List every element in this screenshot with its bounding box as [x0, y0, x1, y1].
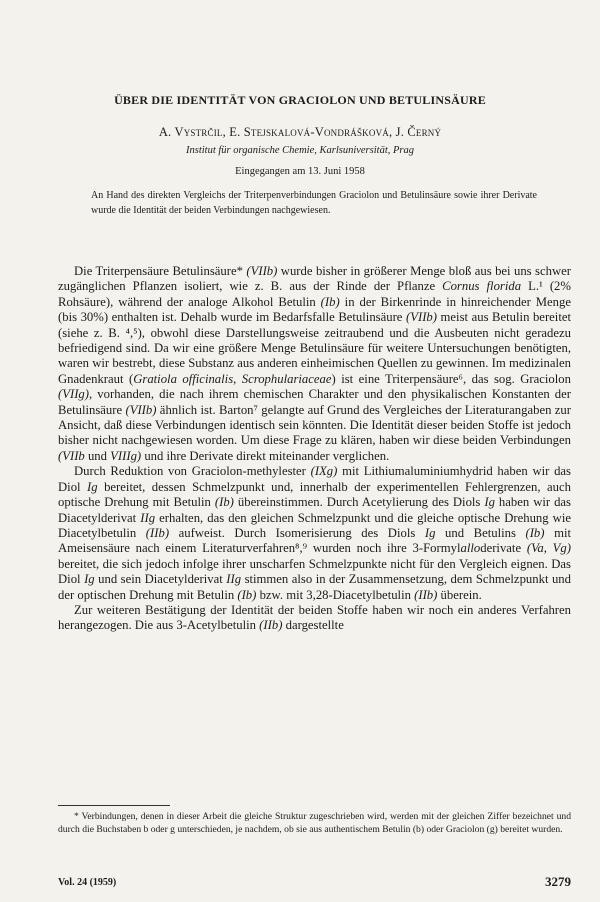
affiliation: Institut für organische Chemie, Karlsuniversität, Prag — [186, 145, 414, 156]
received-date: Eingegangen am 13. Juni 1958 — [235, 166, 365, 177]
volume-label: Vol. 24 (1959) — [58, 877, 117, 888]
footnote: * Verbindungen, denen in dieser Arbeit die gleiche Struktur zugeschrieben wird, werden mit der gleichen Ziffer bezeichnet und durch die Buchstaben b oder g unterschieden, je nachdem, ob sie aus authentischem Betulin (b) oder Graciolon (g) bereitet wurden. — [58, 811, 571, 835]
body-paragraph-2: Durch Reduktion von Graciolon-methylester (IXg) mit Lithiumaluminiumhydrid haben wir das Diol Ig bereitet, dessen Schmelzpunkt und, innerhalb der experimentellen Fehlergrenzen, auch optische Drehung mit Betulin (Ib) übereinstimmen. Durch Acetylierung des Diols Ig haben wir das Diacetylderivat IIg erhalten, das den gleichen Schmelzpunkt und die gleiche optische Drehung wie Diacetylbetulin (IIb) aufweist. Durch Isomerisierung des Diols Ig und Betulins (Ib) mit Ameisensäure nach einem Literaturverfahren⁸,⁹ wurden noch ihre 3-Formylalloderivate (Va, Vg) bereitet, die sich jedoch infolge ihrer unscharfen Schmelzpunkte nicht für den Vergleich eignen. Das Diol Ig und sein Diacetylderivat IIg stimmen also in der Zusammensetzung, dem Schmelzpunkt und der optischen Drehung mit Betulin (Ib) bzw. mit 3,28-Diacetylbetulin (IIb) überein. — [58, 464, 572, 602]
article-title: ÜBER DIE IDENTITÄT VON GRACIOLON UND BETULINSÄURE — [114, 93, 486, 107]
body-paragraph-3: Zur weiteren Bestätigung der Identität der beiden Stoffe haben wir noch ein anderes Verfahren herangezogen. Die aus 3-Acetylbetulin (IIb) dargestellte — [58, 602, 571, 633]
body-paragraph-1: Die Triterpensäure Betulinsäure* (VIIb) wurde bisher in größerer Menge bloß aus bei uns schwer zugänglichen Pflanzen isoliert, wie z. B. aus der Rinde der Pflanze Cornus florida L.¹ (2% Rohsäure), während der analoge Alkohol Betulin (Ib) in der Birkenrinde in hinreichender Menge (bis 30%) enthalten ist. Dehalb wurde im Bedarfsfalle Betulinsäure (VIIb) meist aus Betulin bereitet (siehe z. B. ⁴,⁵), obwohl diese Darstellungsweise zeitraubend und die Ausbeuten nicht geradezu befriedigend sind. Da wir eine größere Menge Betulinsäure für weitere Untersuchungen benötigten, waren wir bestrebt, diese Substanz aus anderen einheimischen Quellen zu gewinnen. Im medizinalen Gnadenkraut (Gratiola officinalis, Scrophulariaceae) ist eine Triterpensäure⁶, das sog. Graciolon (VIIg), vorhanden, die nach ihrem chemischen Charakter und den physikalischen Konstanten der Betulinsäure (VIIb) ähnlich ist. Barton⁷ gelangte auf Grund des Vergleiches der Literaturangaben zur Ansicht, daß diese Verbindungen identisch sein könnten. Die Identität dieser beiden Stoffe ist jedoch bisher nicht nachgewiesen worden. Um diese Frage zu klären, haben wir diese beiden Verbindungen (VIIb und VIIIg) und ihre Derivate direkt miteinander verglichen. — [58, 264, 572, 463]
page-number: 3279 — [545, 874, 571, 889]
abstract: An Hand des direkten Vergleichs der Triterpenverbindungen Graciolon und Betulinsäure sowie ihrer Derivate wurde die Identität der beiden Verbindungen nachgewiesen. — [91, 190, 537, 216]
article-body — [58, 264, 571, 634]
footnote-rule — [58, 805, 170, 806]
author-list: A. Vystrčil, E. Stejskalová-Vondrášková, J. Černý — [158, 125, 442, 139]
